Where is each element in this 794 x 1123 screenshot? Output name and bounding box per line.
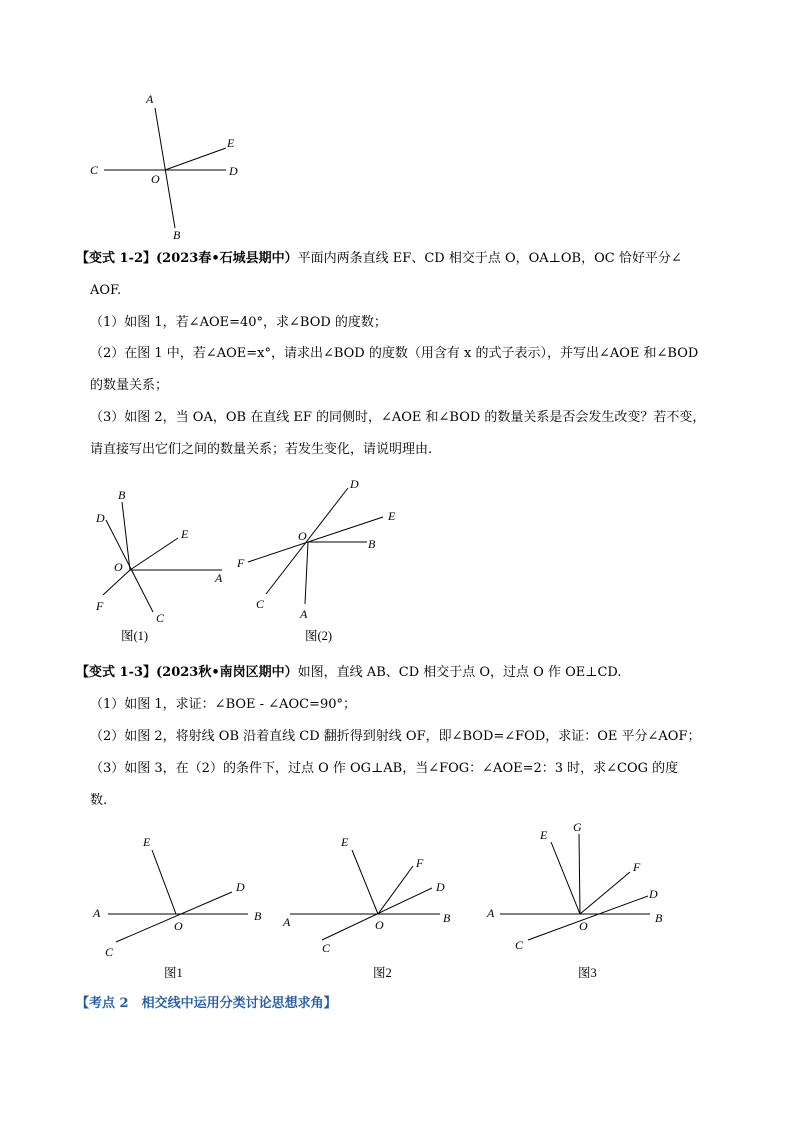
label-D: D — [649, 887, 658, 901]
label-F: F — [633, 860, 641, 874]
section-2-heading: 【考点 2 相交线中运用分类讨论思想求角】 — [76, 996, 337, 1011]
line-CD — [528, 896, 648, 940]
ray-OG — [579, 834, 580, 914]
q12-figure-1-caption: 图(1) — [121, 629, 149, 643]
q13-stem: 如图，直线 AB、CD 相交于点 O，过点 O 作 OE⊥CD. — [297, 665, 622, 680]
q12-item3-line2: 请直接写出它们之间的数量关系；若发生变化，请说明理由. — [90, 442, 433, 457]
ray-OE — [551, 842, 580, 914]
label-D: D — [96, 511, 105, 525]
label-D: D — [350, 477, 359, 491]
q12-stem-line1 — [76, 250, 682, 268]
label-C: C — [156, 611, 165, 625]
q12-source: (2023春•石城县期中） — [156, 251, 298, 266]
label-O: O — [114, 560, 123, 574]
q13-source: (2023秋•南岗区期中） — [156, 665, 298, 680]
label-O: O — [375, 918, 384, 932]
label-G: G — [573, 820, 582, 834]
label-E: E — [227, 136, 235, 150]
ray-OE — [352, 850, 378, 914]
label-E: E — [181, 527, 189, 541]
q13-figures — [0, 815, 794, 985]
label-E: E — [341, 835, 349, 849]
label-O: O — [579, 919, 588, 933]
label-D: D — [229, 164, 238, 178]
label-O: O — [151, 172, 160, 186]
label-E: E — [143, 835, 151, 849]
q12-figure-2 — [236, 477, 396, 643]
label-O: O — [174, 919, 183, 933]
q13-stem-line — [76, 664, 622, 682]
label-B: B — [443, 911, 451, 925]
label-C: C — [322, 941, 331, 955]
ray-OF — [580, 872, 630, 914]
ray-OA — [305, 542, 308, 604]
q12-stem-line2: AOF. — [90, 283, 122, 298]
q13-figure-1-caption: 图1 — [164, 966, 183, 980]
q12-item2-line2: 的数量关系； — [90, 378, 169, 393]
label-D: D — [236, 880, 245, 894]
q12-figure-1 — [95, 488, 223, 643]
q12-item1: （1）如图 1，若∠AOE=40°，求∠BOD 的度数； — [90, 315, 387, 330]
q12-item3-line1: （3）如图 2，当 OA，OB 在直线 EF 的同侧时，∠AOE 和∠BOD 的数量关系是否会发生改变？若不变， — [90, 410, 706, 425]
label-A: A — [283, 915, 291, 929]
q12-figures — [0, 470, 794, 650]
label-D: D — [436, 880, 445, 894]
ray-OE — [152, 850, 176, 914]
q12-item2-line1: （2）在图 1 中，若∠AOE=x°，请求出∠BOD 的度数（用含有 x 的式子表示），并写出∠AOE 和∠BOD — [90, 346, 699, 361]
label-C: C — [105, 945, 114, 959]
label-B: B — [173, 228, 181, 242]
label-O: O — [298, 529, 307, 543]
q13-item1: （1）如图 1，求证：∠BOE - ∠AOC=90°； — [90, 697, 356, 712]
label-E: E — [540, 828, 548, 842]
label-F: F — [416, 856, 424, 870]
ray-OE — [165, 148, 226, 170]
label-F: F — [96, 599, 104, 613]
label-A: A — [487, 906, 495, 920]
label-A: A — [146, 92, 154, 106]
q13-figure-3 — [486, 820, 663, 980]
q13-item2: （2）如图 2，将射线 OB 沿着直线 CD 翻折得到射线 OF，即∠BOD=∠FOD，求证：OE 平分∠AOF； — [90, 729, 701, 744]
label-A: A — [93, 906, 101, 920]
q12-tag: 【变式 1-2】 — [76, 251, 157, 266]
ray-OF — [378, 866, 413, 914]
label-C: C — [90, 163, 99, 177]
q13-figure-2-caption: 图2 — [373, 966, 392, 980]
label-C: C — [515, 938, 524, 952]
label-C: C — [256, 597, 265, 611]
q13-tag: 【变式 1-3】 — [76, 665, 157, 680]
label-E: E — [388, 509, 396, 523]
label-F: F — [237, 556, 245, 570]
ray-OE — [130, 538, 178, 570]
line-DC — [266, 488, 348, 594]
q13-figure-1 — [92, 835, 262, 980]
label-B: B — [368, 537, 376, 551]
label-B: B — [254, 909, 262, 923]
label-B: B — [655, 911, 663, 925]
label-A: A — [300, 607, 308, 621]
line-CD — [116, 892, 232, 942]
q13-item3-line2: 数. — [90, 793, 108, 808]
q12-figure-2-caption: 图(2) — [305, 629, 333, 643]
line-EF — [248, 517, 383, 562]
label-B: B — [118, 488, 126, 502]
label-A: A — [215, 571, 223, 585]
figure-intersecting-lines — [0, 0, 794, 250]
q12-stem: 平面内两条直线 EF、CD 相交于点 O，OA⊥OB，OC 恰好平分∠ — [297, 251, 682, 266]
q13-item3-line1: （3）如图 3，在（2）的条件下，过点 O 作 OG⊥AB，当∠FOG：∠AOE=2：3 时，求∠COG 的度 — [90, 761, 679, 776]
q13-figure-3-caption: 图3 — [578, 966, 597, 980]
q13-figure-2 — [282, 835, 451, 980]
